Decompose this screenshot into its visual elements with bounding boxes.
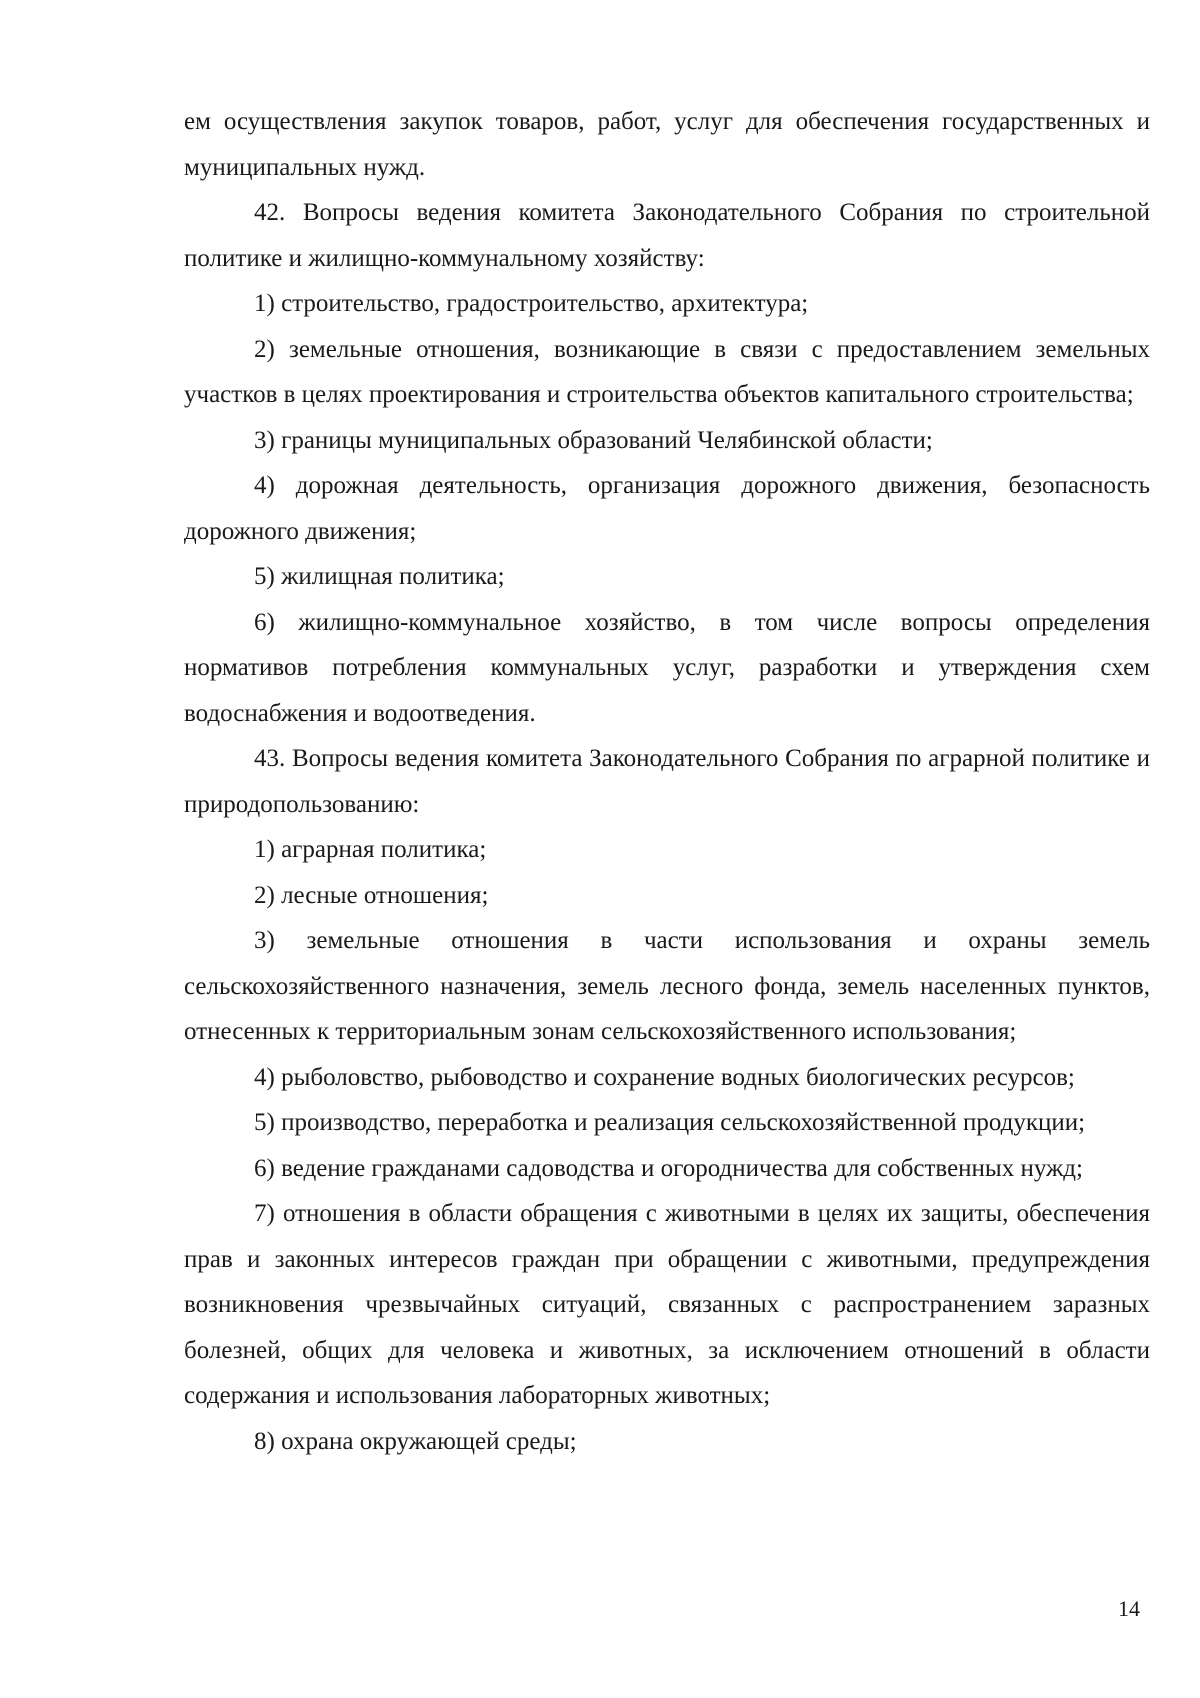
paragraph-42-6: 6) жилищно-коммунальное хозяйство, в том числе вопросы определения нормативов потребления коммунальных услуг, разработки и утверждения схем водоснабжения и водоотведения. [184,608,1150,727]
paragraph-43-8: 8) охрана окружающей среды; [254,1427,577,1455]
paragraph-continuation: ем осуществления закупок товаров, работ, услуг для обеспечения государственных и муниципальных нужд. [184,108,1150,181]
paragraph-43-6: 6) ведение гражданами садоводства и огородничества для собственных нужд; [254,1154,1083,1182]
document-body [184,99,1150,1464]
paragraph-42-2: 2) земельные отношения, возникающие в связи с предоставлением земельных участков в целях проектирования и строительства объектов капитального строительства; [184,335,1150,408]
paragraph-42-1: 1) строительство, градостроительство, архитектура; [254,290,809,317]
page-number: 14 [1118,1596,1140,1621]
paragraph-42-3: 3) границы муниципальных образований Челябинской области; [254,426,933,454]
paragraph-43-7: 7) отношения в области обращения с животными в целях их защиты, обеспечения прав и законных интересов граждан при обращении с животными, предупреждения возникновения чрезвычайных ситуаций, связанных с распространением заразных болезней, общих для человека и животных, за исключением отношений в области содержания и использования лабораторных животных; [184,1200,1150,1409]
paragraph-43-1: 1) аграрная политика; [254,836,487,863]
paragraph-item-43-heading: 43. Вопросы ведения комитета Законодательного Собрания по аграрной политике и природопользованию: [184,745,1150,818]
paragraph-item-42-heading: 42. Вопросы ведения комитета Законодательного Собрания по строительной политике и жилищно-коммунальному хозяйству: [184,199,1150,272]
paragraph-43-4: 4) рыболовство, рыбоводство и сохранение водных биологических ресурсов; [254,1063,1075,1091]
paragraph-43-3: 3) земельные отношения в части использования и охраны земель сельскохозяйственного назначения, земель лесного фонда, земель населенных пунктов, отнесенных к территориальным зонам сельскохозяйственного использования; [184,927,1150,1045]
paragraph-43-5: 5) производство, переработка и реализация сельскохозяйственной продукции; [254,1109,1086,1136]
paragraph-42-5: 5) жилищная политика; [254,563,505,590]
paragraph-42-4: 4) дорожная деятельность, организация дорожного движения, безопасность дорожного движения; [184,472,1150,545]
paragraph-43-2: 2) лесные отношения; [254,881,489,909]
